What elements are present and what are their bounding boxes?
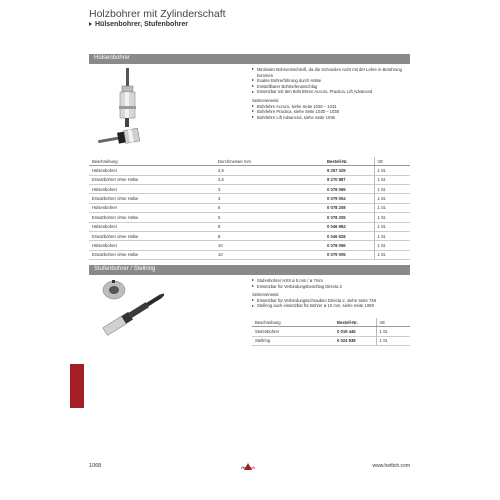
table-header-row bbox=[89, 157, 410, 166]
website-link[interactable]: www.hettich.com bbox=[372, 463, 410, 469]
table-cell: 10 bbox=[215, 241, 324, 250]
reference-label: Seitenverweis: bbox=[252, 97, 280, 103]
reference-item[interactable]: Bohrlehre Practica, siehe Seite 1030 – 1038 bbox=[252, 109, 410, 115]
table-row bbox=[89, 203, 410, 212]
table-cell: 5 bbox=[215, 203, 324, 212]
section-header-huelsenbohrer bbox=[89, 54, 410, 64]
table-cell: 1 St. bbox=[374, 231, 410, 240]
reference-label: Seitenverweis: bbox=[252, 292, 280, 298]
column-header: Bestell-Nr. bbox=[324, 157, 374, 166]
table-cell: 0 078 065 bbox=[324, 184, 374, 193]
table-row bbox=[89, 184, 410, 193]
step-drill-table bbox=[252, 318, 410, 346]
table-cell: 1 St. bbox=[376, 336, 410, 345]
step-drill-illustration bbox=[92, 278, 164, 340]
feature-item: Minimaler Bohrversschleiß, da die Schneiden nicht mit der Lehre in Berührung kommen bbox=[252, 67, 410, 78]
table-cell: 0 079 004 bbox=[324, 194, 374, 203]
table-cell: Hülsenbohrer bbox=[89, 222, 215, 231]
table-cell: 0 019 446 bbox=[334, 327, 376, 336]
table-cell: Hülsenbohrer bbox=[89, 166, 215, 175]
table-cell: Ersatzbohrer ohne Hülse bbox=[89, 175, 215, 184]
table-row bbox=[89, 231, 410, 240]
table-cell: 5 bbox=[215, 213, 324, 222]
reference-item[interactable]: Bohrlehre Lift Advanced, siehe Seite 1036 bbox=[252, 115, 410, 121]
table-header-row bbox=[252, 318, 410, 327]
table-row bbox=[89, 250, 410, 259]
table-cell: 3 bbox=[215, 194, 324, 203]
table-cell: 1 St. bbox=[374, 166, 410, 175]
table-cell: 1 St. bbox=[374, 194, 410, 203]
table-cell: 0 078 208 bbox=[324, 203, 374, 212]
table-cell: 1 St. bbox=[374, 213, 410, 222]
table-cell: 2,5 bbox=[215, 175, 324, 184]
feature-item: Exakte Bohrerführung durch Hülse bbox=[252, 78, 410, 84]
table-cell: 9 270 887 bbox=[324, 175, 374, 184]
table-cell: 0 079 005 bbox=[324, 250, 374, 259]
table-cell: Stellring bbox=[252, 336, 334, 345]
table-row bbox=[89, 175, 410, 184]
sleeve-drill-table bbox=[89, 157, 410, 260]
reference-item[interactable]: Einsetzbar für Verbindungsschrauben Directa 2, siehe Seite 748 bbox=[252, 298, 410, 304]
feature-item: Einstellbarer Bohrtiefenanschlag bbox=[252, 84, 410, 90]
page-subtitle bbox=[89, 21, 188, 28]
table-cell: Ersatzbohrer ohne Hülse bbox=[89, 194, 215, 203]
table-cell: Ersatzbohrer ohne Hülse bbox=[89, 231, 215, 240]
column-header: VE bbox=[374, 157, 410, 166]
section-header-stufenbohrer bbox=[89, 265, 410, 275]
section-title: Hülsenbohrer bbox=[94, 55, 131, 61]
feature-list bbox=[252, 278, 410, 309]
hettich-logo bbox=[237, 458, 259, 472]
reference-item[interactable]: Stellring auch einsetzbar für Bohrer ø 10 mm, siehe Seite 1069 bbox=[252, 303, 410, 309]
sleeve-drill-illustration bbox=[92, 66, 158, 152]
section-title: Stufenbohrer / Stellring bbox=[94, 266, 156, 272]
table-cell: 0 046 984 bbox=[324, 222, 374, 231]
reference-item[interactable]: Bohrlehre Accuro, siehe Seite 1026 – 1031 bbox=[252, 104, 410, 110]
table-row bbox=[252, 336, 410, 345]
table-cell: Hülsenbohrer bbox=[89, 203, 215, 212]
table-row bbox=[89, 166, 410, 175]
table-cell: 1 St. bbox=[374, 184, 410, 193]
table-cell: 1 St. bbox=[374, 250, 410, 259]
table-row bbox=[89, 213, 410, 222]
table-cell: Ersatzbohrer ohne Hülse bbox=[89, 213, 215, 222]
table-cell: Hülsenbohrer bbox=[89, 241, 215, 250]
table-cell: 0 024 838 bbox=[334, 336, 376, 345]
table-cell: 9 257 329 bbox=[324, 166, 374, 175]
page-number: 1068 bbox=[89, 463, 102, 469]
table-cell: 8 bbox=[215, 222, 324, 231]
page-title: Holzbohrer mit Zylinderschaft bbox=[89, 8, 226, 20]
column-header: Durchmesser mm bbox=[215, 157, 324, 166]
feature-item: Stufenbohrer HSS ø 5 mm / ø 7mm bbox=[252, 278, 410, 284]
table-cell: 0 078 209 bbox=[324, 213, 374, 222]
table-row bbox=[89, 241, 410, 250]
chapter-tab bbox=[70, 364, 84, 408]
table-cell: 3 bbox=[215, 184, 324, 193]
feature-item: Einsetzbar für Verbindungsbeschlag Directa 2 bbox=[252, 284, 410, 290]
table-row bbox=[252, 327, 410, 336]
table-cell: 0 046 628 bbox=[324, 231, 374, 240]
page-subtitle-text: Hülsenbohrer, Stufenbohrer bbox=[95, 21, 188, 28]
table-cell: 1 St. bbox=[374, 241, 410, 250]
table-cell: 8 bbox=[215, 231, 324, 240]
table-cell: 1 St. bbox=[374, 203, 410, 212]
table-cell: Ersatzbohrer ohne Hülse bbox=[89, 250, 215, 259]
table-cell: 0 078 096 bbox=[324, 241, 374, 250]
table-cell: 1 St. bbox=[374, 222, 410, 231]
column-header: Beschreibung bbox=[89, 157, 215, 166]
table-cell: 1 St. bbox=[374, 175, 410, 184]
triangle-bullet-icon bbox=[89, 22, 92, 26]
table-cell: 2,5 bbox=[215, 166, 324, 175]
table-cell: 10 bbox=[215, 250, 324, 259]
feature-list bbox=[252, 67, 410, 120]
column-header: Bestell-Nr. bbox=[334, 318, 376, 327]
column-header: VE bbox=[376, 318, 410, 327]
table-cell: Hülsenbohrer bbox=[89, 184, 215, 193]
brand-name: Hettich bbox=[241, 465, 255, 470]
column-header: Beschreibung bbox=[252, 318, 334, 327]
table-row bbox=[89, 194, 410, 203]
table-cell: 1 St. bbox=[376, 327, 410, 336]
table-row bbox=[89, 222, 410, 231]
feature-item: Einsetzbar mit den Bohrlehren Accuro, Practica, Lift Advanced bbox=[252, 89, 410, 95]
table-cell: Stufenbohrer bbox=[252, 327, 334, 336]
